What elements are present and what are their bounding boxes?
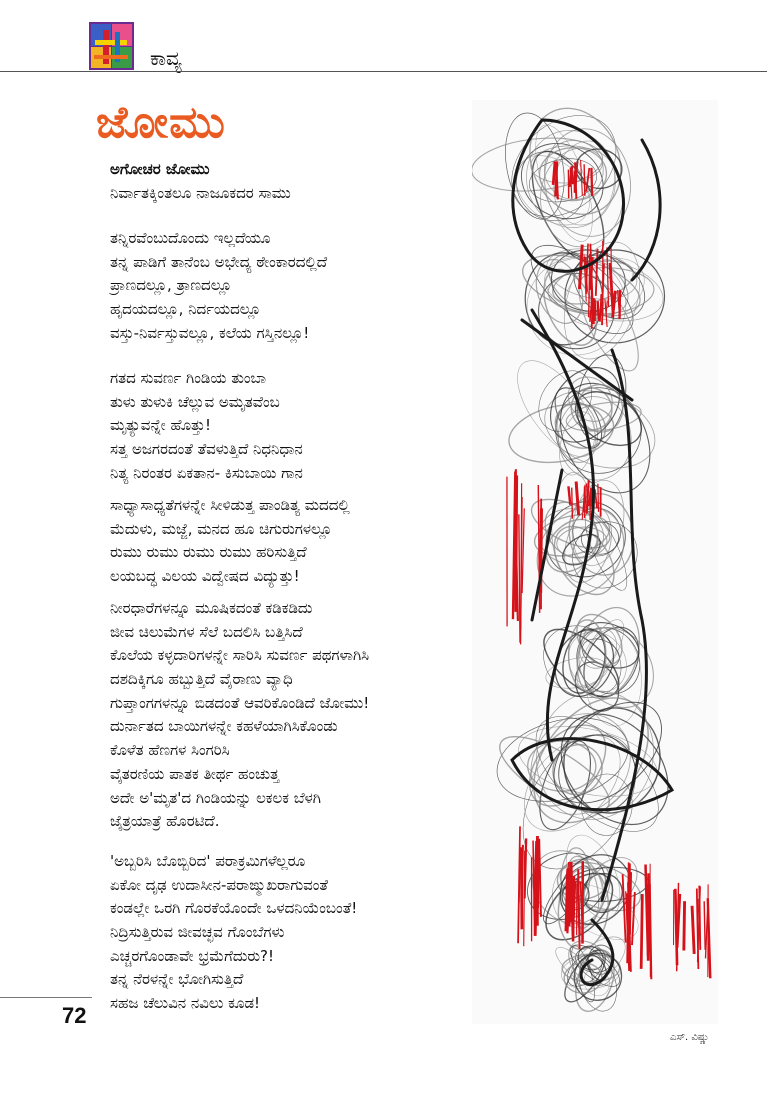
poem-line: ಅಗೋಚರ ಜೋಮು bbox=[110, 160, 210, 178]
poem-line: ರುಮು ರುಮು ರುಮು ರುಮು ಹರಿಸುತ್ತಿದೆ bbox=[110, 543, 307, 562]
poem-line: ನಿತ್ಯ ನಿರಂತರ ಏಕತಾನ- ಕಿಸುಬಾಯಿ ಗಾನ bbox=[110, 463, 303, 482]
poem-line: ಹೃದಯದಲ್ಲೂ, ನಿರ್ದಯದಲ್ಲೂ bbox=[110, 300, 261, 319]
stanza-2 bbox=[110, 227, 327, 345]
poem-line: ವಸ್ತು-ನಿರ್ವಸ್ತುವಲ್ಲೂ, ಕಲೆಯ ಗಸ್ತಿನಲ್ಲೂ! bbox=[110, 323, 310, 342]
poem-line: ಕೊಳೆತ ಹೆಣಗಳ ಸಿಂಗರಿಸಿ bbox=[110, 741, 230, 760]
poem-line: ಕಂಡಲ್ಲೇ ಒರಗಿ ಗೊರಕೆಯೊಂದೇ ಒಳದನಿಯೆಂಬಂತೆ! bbox=[110, 899, 358, 918]
stanza-6 bbox=[110, 850, 357, 1016]
poem-line: ಸಾಧ್ಯಾಸಾಧ್ಯತೆಗಳನ್ನೇ ಸೀಳಿಡುತ್ತ ಪಾಂಡಿತ್ಯ ಮದದಲ್ಲಿ bbox=[110, 496, 350, 514]
footer-divider bbox=[0, 997, 92, 998]
poem-line: ಮೆದುಳು, ಮಜ್ಜೆ, ಮನದ ಹೂ ಚಿಗುರುಗಳಲ್ಲೂ bbox=[110, 519, 333, 538]
poem-line: ಜೀವ ಚಿಲುಮೆಗಳ ಸೆಲೆ ಬದಲಿಸಿ ಬತ್ತಿಸಿದೆ bbox=[110, 622, 303, 641]
poem-line: ಲಯಬದ್ಧ ವಿಲಯ ವಿದ್ವೇಷದ ವಿದ್ಯುತ್ತು! bbox=[110, 567, 300, 586]
poem-line: ಮೃತ್ಯುವನ್ನೇ ಹೊತ್ತು! bbox=[110, 416, 212, 435]
abstract-figure-illustration bbox=[472, 100, 718, 1024]
poem-line: ನಿದ್ರಿಸುತ್ತಿರುವ ಜೀವಚ್ಛವ ಗೊಂಬೆಗಳು bbox=[110, 923, 285, 942]
poem-line: ಅದೇ ಅ'ಮೃತ'ದ ಗಿಂಡಿಯನ್ನು ಲಕಲಕ ಬೆಳಗಿ bbox=[110, 788, 321, 807]
poem-line: 'ಅಬ್ಬರಿಸಿ ಬೊಬ್ಬಿರಿದ' ಪರಾಕ್ರಮಿಗಳೆಲ್ಲರೂ bbox=[110, 852, 306, 870]
stanza-5 bbox=[110, 597, 369, 834]
poem-line: ನಿರ್ವಾತಕ್ಕಿಂತಲೂ ನಾಜೂಕದರ ಸಾಮು bbox=[110, 183, 291, 202]
header-divider bbox=[0, 71, 767, 72]
page-number: 72 bbox=[62, 1003, 87, 1028]
poem-line: ದಶದಿಕ್ಕಿಗೂ ಹಬ್ಬುತ್ತಿದೆ ವೈರಾಣು ವ್ಯಾಧಿ bbox=[110, 670, 293, 689]
poem-line: ದುರ್ನಾತದ ಬಾಯಿಗಳನ್ನೇ ಕಹಳೆಯಾಗಿಸಿಕೊಂಡು bbox=[110, 717, 338, 736]
poem-line: ಗುಪ್ತಾಂಗಗಳನ್ನೂ ಬಿಡದಂತೆ ಆವರಿಕೊಂಡಿದೆ ಜೋಮು! bbox=[110, 693, 370, 712]
poem-line: ವೈತರಣಿಯ ಪಾತಕ ತೀರ್ಥ ಹಂಚುತ್ತ bbox=[110, 764, 280, 783]
poem-line: ಸತ್ತ ಅಜಗರದಂತೆ ತೆವಳುತ್ತಿದೆ ನಿಧನಿಧಾನ bbox=[110, 440, 303, 459]
poem-line: ಜೈತ್ರಯಾತ್ರೆ ಹೊರಟಿದೆ. bbox=[110, 812, 220, 831]
section-label: ಕಾವ್ಯ bbox=[150, 46, 182, 70]
poem-line: ತುಳು ತುಳುಕಿ ಚೆಲ್ಲುವ ಅಮೃತವೆಂಬ bbox=[110, 392, 280, 411]
poem-line: ಪ್ರಾಣದಲ್ಲೂ, ತ್ರಾಣದಲ್ಲೂ bbox=[110, 276, 232, 295]
poem-line: ಕೊಲೆಯ ಕಳ್ಳದಾರಿಗಳನ್ನೇ ಸಾರಿಸಿ ಸುವರ್ಣ ಪಥಗಳಾಗಿಸಿ bbox=[110, 646, 370, 665]
stanza-3 bbox=[110, 367, 303, 485]
poem-line: ನೀರಧಾರೆಗಳನ್ನೂ ಮೂಷಿಕದಂತೆ ಕಡಿಕಡಿದು bbox=[110, 599, 313, 617]
poem-line: ಏಕೋ ದೃಢ ಉದಾಸೀನ-ಪರಾಙ್ಮುಖರಾಗುವಂತೆ bbox=[110, 875, 328, 894]
poem-line: ಗತದ ಸುವರ್ಣ ಗಿಂಡಿಯ ತುಂಬಾ bbox=[110, 369, 267, 387]
stanza-1 bbox=[110, 158, 291, 205]
poem-line: ತನ್ನ ಪಾಡಿಗೆ ತಾನೆಂಬ ಅಭೇದ್ಯ ಠೇಂಕಾರದಲ್ಲಿದೆ bbox=[110, 252, 328, 271]
poem-line: ಎಚ್ಚರಗೊಂಡಾವೇ ಭ್ರಮೆಗೆದುರು?! bbox=[110, 946, 275, 965]
poem-line: ತನ್ನಿರವೆಂಬುದೊಂದು ಇಲ್ಲದೆಯೂ bbox=[110, 229, 271, 247]
poem-line: ತನ್ನ ನೆರಳನ್ನೇ ಭೋಗಿಸುತ್ತಿದೆ bbox=[110, 970, 244, 989]
stanza-4 bbox=[110, 494, 350, 589]
section-logo bbox=[89, 22, 134, 70]
artist-credit: ಎಸ್. ವಿಷ್ಣು bbox=[670, 1032, 710, 1043]
poem-line: ಸಹಜ ಚೆಲುವಿನ ನವಿಲು ಕೂಡ! bbox=[110, 994, 261, 1013]
poem-title: ಜೋಮು bbox=[96, 97, 226, 148]
